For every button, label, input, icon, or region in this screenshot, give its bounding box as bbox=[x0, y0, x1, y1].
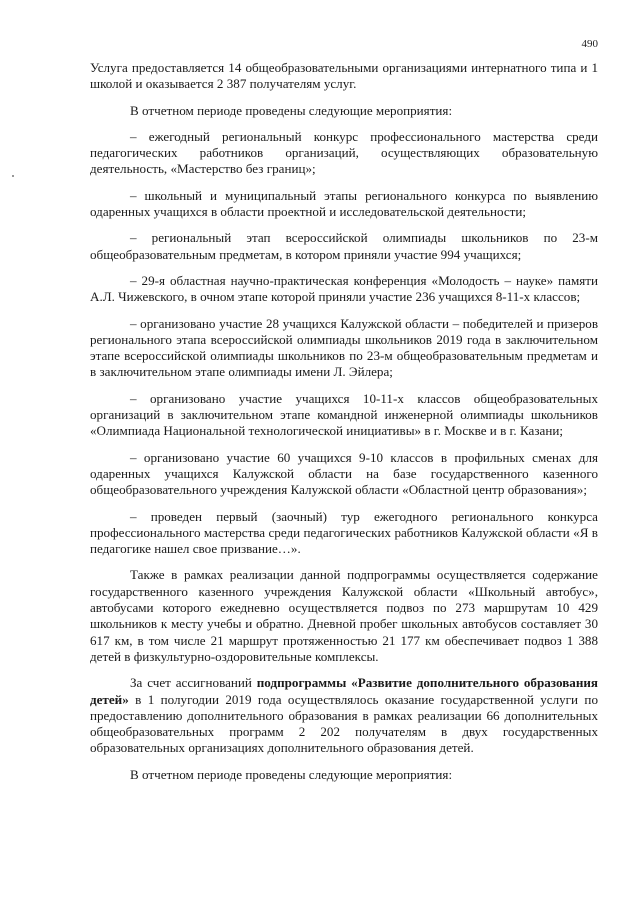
margin-speck bbox=[12, 175, 14, 177]
paragraph-events-intro: В отчетном периоде проведены следующие мероприятия: bbox=[130, 102, 453, 118]
list-item-nti-olympiad: – организовано участие учащихся 10-11-х классов общеобразовательных организаций в заключительном этапе командной инженерной олимпиады школьников «Олимпиада Национальной технологической инициативы» в г. Москве и в г. Казани; bbox=[90, 390, 598, 439]
document-body bbox=[90, 60, 598, 793]
paragraph-events-intro-2: В отчетном периоде проведены следующие мероприятия: bbox=[130, 766, 453, 782]
list-item-regional-olympiad: – региональный этап всероссийской олимпиады школьников по 23-м общеобразовательным предметам, в котором приняли участие 994 учащихся; bbox=[90, 230, 598, 262]
list-item-profile-shifts: – организовано участие 60 учащихся 9-10 классов в профильных сменах для одаренных учащихся Калужской области на базе государственного казенного общеобразовательного учреждения Калужской области «Областной центр образования»; bbox=[90, 449, 598, 498]
list-item-project-contest: – школьный и муниципальный этапы регионального конкурса по выявлению одаренных учащихся в области проектной и исследовательской деятельности; bbox=[90, 187, 598, 220]
list-item-chizhevsky-conference: – 29-я областная научно-практическая конференция «Молодость – науке» памяти А.Л. Чижевского, в очном этапе которой приняли участие 236 учащихся 8-11-х классов; bbox=[90, 272, 598, 305]
subprogram-title: подпрограммы «Развитие дополнительного образования детей» bbox=[90, 675, 598, 707]
page-number: 490 bbox=[581, 38, 598, 50]
paragraph-school-bus: Также в рамках реализации данной подпрограммы осуществляется содержание государственного казенного учреждения Калужской области «Школьный автобус», автобусами которого ежедневно осуществляется подвоз по 273 маршрутам 10 429 школьников к месту учебы и обратно. Дневной пробег школьных автобусов составляет 30 617 км, в том числе 21 маршрут протяженностью 21 177 км обеспечивает подвоз 1 388 детей в физкультурно-оздоровительные комплексы. bbox=[90, 567, 598, 664]
list-item-contest-mastery: – ежегодный региональный конкурс профессионального мастерства среди педагогических работников организаций, осуществляющих образовательную деятельность, «Мастерство без границ»; bbox=[90, 128, 598, 177]
list-item-final-olympiad: – организовано участие 28 учащихся Калужской области – победителей и призеров регионального этапа всероссийской олимпиады школьников 2019 года в заключительном этапе всероссийской олимпиады школьников по 23-м общеобразовательным предметам и в заключительном этапе олимпиады имени Л. Эйлера; bbox=[90, 315, 598, 380]
paragraph-service-provision: Услуга предоставляется 14 общеобразовательными организациями интернатного типа и 1 школой и оказывается 2 387 получателям услуг. bbox=[90, 60, 598, 92]
paragraph-funding bbox=[90, 675, 598, 756]
list-item-vocation-contest: – проведен первый (заочный) тур ежегодного регионального конкурса профессионального мастерства среди педагогических работников Калужской области «Я в педагогике нашел свое призвание…». bbox=[90, 508, 598, 557]
funding-text-start: За счет ассигнований bbox=[130, 675, 257, 691]
funding-text-end: в 1 полугодии 2019 года осуществлялось оказание государственной услуги по предоставлению дополнительного образования в рамках реализации 66 дополнительных общеобразовательных программ 2 202 получателям в двух государственных образовательных организациях дополнительного образования детей. bbox=[90, 691, 598, 756]
